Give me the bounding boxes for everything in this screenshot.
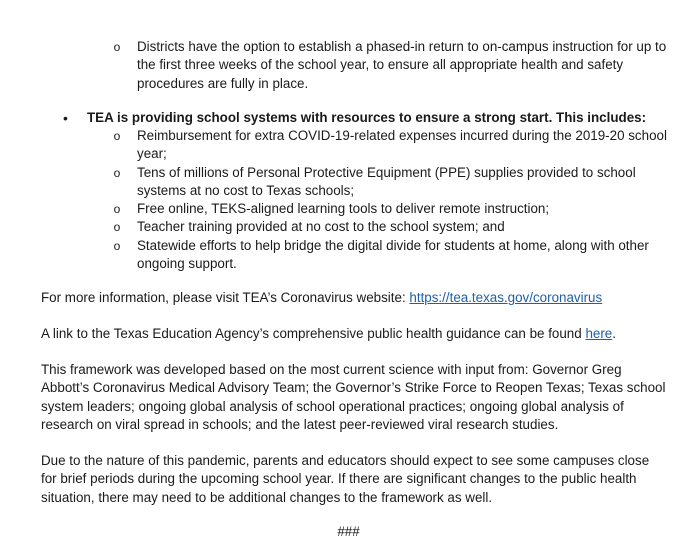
hollow-bullet-icon: o [113,129,121,143]
list-item [110,200,670,218]
hollow-bullet-icon: o [113,165,121,180]
hollow-bullet-icon: o [113,220,121,235]
list-item-text: Free online, TEKS-aligned learning tools to deliver remote instruction; [137,201,550,217]
hollow-bullet-icon: o [113,238,121,253]
list-item [110,218,670,236]
end-mark: ### [337,524,360,539]
pandemic-paragraph: Due to the nature of this pandemic, parents and educators should expect to see some campuses close for brief periods during the upcoming school year. If there are significant changes to the public health situation, there may need to be additional changes to the framework as well. [41,453,650,505]
list-item-text: Statewide efforts to help bridge the digital divide for students at home, along with other ongoing support. [137,237,649,272]
guidance-end-punct: . [612,326,616,341]
list-item-text: Tens of millions of Personal Protective Equipment (PPE) supplies provided to school systems at no cost to Texas schools; [137,164,636,198]
list-item-text: Reimbursement for extra COVID-19-related expenses incurred during the 2019-20 school year; [137,128,667,162]
list-item [110,127,670,164]
list-item-text: Districts have the option to establish a phased-in return to on-campus instruction for up to the first three weeks of the school year, to ensure all appropriate health and safety procedures are fully in place. [137,39,667,91]
coronavirus-website-link[interactable]: https://tea.texas.gov/coronavirus [409,290,603,305]
more-info-paragraph [41,289,666,307]
top-sub-list [110,38,670,93]
filled-bullet-icon: • [63,110,68,126]
resource-list [110,127,670,273]
guidance-here-link[interactable]: here [585,326,613,341]
guidance-paragraph [41,325,666,343]
list-item-text: Teacher training provided at no cost to the school system; and [137,219,505,235]
main-bullet-text: TEA is providing school systems with resources to ensure a strong start. This includes: [87,110,647,125]
list-item [110,38,670,93]
list-item [110,164,670,201]
hollow-bullet-icon: o [113,202,121,217]
hollow-bullet-icon: o [113,40,121,54]
list-item [110,237,670,274]
framework-paragraph: This framework was developed based on the most current science with input from: Governor Greg Abbott’s Coronavirus Medical Advisory Team; the Governor’s Strike Force to Reopen Texas; Texas school system leaders; ongoing global analysis of school operational practices; ongoing global analysis of research on viral spread in schools; and the latest peer-reviewed viral research studies. [41,362,666,432]
more-info-text: For more information, please visit TEA’s Coronavirus website: [41,290,406,305]
guidance-text: A link to the Texas Education Agency’s comprehensive public health guidance can be found [41,326,582,341]
